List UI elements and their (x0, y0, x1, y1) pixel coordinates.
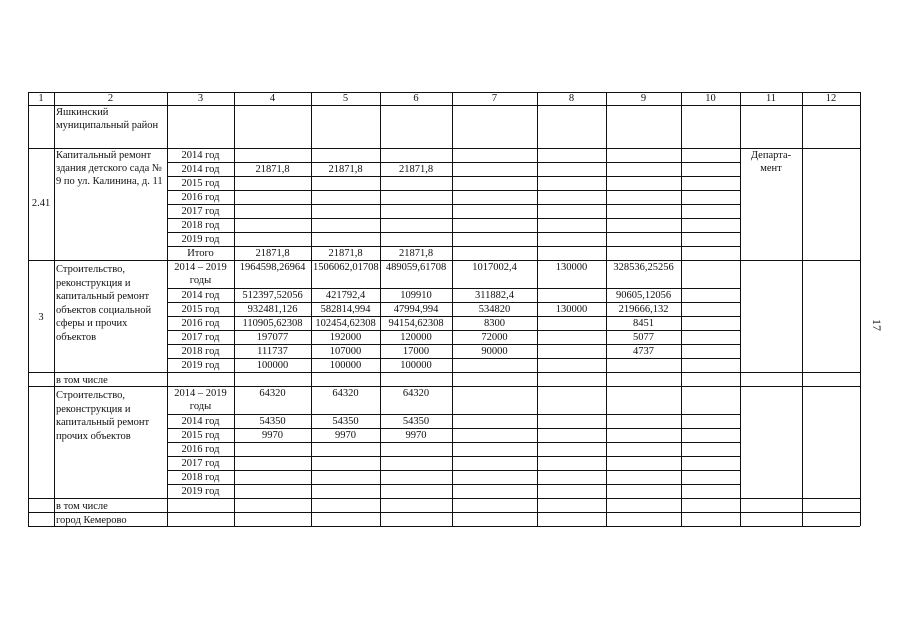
column-header: 3 (197, 93, 204, 104)
period-cell: 2019 год (181, 486, 220, 497)
period-cell: 2015 год (181, 304, 220, 315)
grid-line-vertical (167, 92, 168, 526)
grid-line-vertical (606, 92, 607, 526)
value-cell: 9970 (405, 430, 427, 441)
subtotal-label: в том числе (56, 375, 108, 386)
grid-line-horizontal (167, 190, 740, 191)
value-cell: 54350 (332, 416, 359, 427)
responsible-executor: Департа-мент (750, 150, 792, 174)
value-cell: 120000 (400, 332, 432, 343)
column-header: 10 (705, 93, 716, 104)
column-header: 2 (107, 93, 114, 104)
value-cell: 94154,62308 (388, 318, 444, 329)
grid-line-horizontal (167, 484, 740, 485)
value-cell: 107000 (329, 346, 362, 357)
value-cell: 64320 (402, 388, 430, 399)
grid-line-horizontal (167, 204, 740, 205)
value-cell: 72000 (481, 332, 508, 343)
value-cell: 110905,62308 (242, 318, 303, 329)
value-cell: 582814,994 (320, 304, 371, 315)
value-cell: 534820 (478, 304, 511, 315)
period-cell: 2018 год (181, 220, 220, 231)
value-cell: 130000 (555, 304, 588, 315)
grid-line-vertical (311, 92, 312, 526)
column-header: 9 (640, 93, 647, 104)
column-header: 5 (342, 93, 349, 104)
period-cell: 2014 год (181, 164, 220, 175)
value-cell: 197077 (256, 332, 289, 343)
value-cell: 512397,52056 (242, 290, 303, 301)
value-cell: 1964598,26964 (239, 262, 306, 273)
item-number: 2.41 (31, 198, 51, 209)
value-cell: 111737 (257, 346, 288, 357)
grid-line-vertical (54, 92, 55, 526)
value-cell: 21871,8 (328, 164, 363, 175)
grid-line-horizontal (167, 232, 740, 233)
value-cell: 54350 (402, 416, 430, 427)
period-cell: 2019 год (181, 234, 220, 245)
column-header: 4 (269, 93, 276, 104)
grid-line-horizontal (28, 372, 860, 373)
grid-line-horizontal (167, 176, 740, 177)
value-cell: 130000 (555, 262, 588, 273)
value-cell: 219666,132 (618, 304, 669, 315)
period-cell: 2014 – 2019 годы (174, 262, 227, 286)
grid-line-horizontal (28, 498, 860, 499)
item-number: 3 (38, 312, 44, 323)
value-cell: 100000 (400, 360, 432, 371)
grid-line-vertical (380, 92, 381, 526)
column-header: 7 (491, 93, 498, 104)
period-cell: 2014 – 2019 годы (174, 388, 227, 412)
value-cell: 21871,8 (255, 164, 290, 175)
value-cell: 489059,61708 (385, 262, 447, 273)
value-cell: 102454,62308 (315, 318, 376, 329)
value-cell: 9970 (262, 430, 283, 441)
value-cell: 932481,126 (247, 304, 298, 315)
period-cell: 2016 год (181, 318, 220, 329)
value-cell: 21871,8 (398, 164, 434, 175)
column-header: 6 (413, 93, 419, 104)
column-header: 11 (765, 93, 777, 104)
value-cell: 192000 (329, 332, 362, 343)
value-cell: 8451 (633, 318, 654, 329)
value-cell: 1506062,01708 (313, 262, 379, 273)
item-name: Строительство, реконструкция и капитальный ремонт объектов социальной сферы и прочих объектов (56, 264, 152, 343)
value-cell: 21871,8 (255, 248, 290, 259)
period-cell: 2017 год (181, 206, 220, 217)
district-name: Яшкинский муниципальный район (56, 107, 159, 131)
value-cell: 54350 (259, 416, 286, 427)
period-cell: 2018 год (181, 472, 220, 483)
value-cell: 21871,8 (328, 248, 363, 259)
value-cell: 100000 (329, 360, 362, 371)
grid-line-horizontal (167, 218, 740, 219)
period-cell: 2014 год (181, 290, 220, 301)
item-name: Капитальный ремонт здания детского сада № 9 по ул. Калинина, д. 11 (56, 150, 163, 187)
value-cell: 109910 (400, 290, 432, 301)
grid-line-horizontal (167, 456, 740, 457)
value-cell: 100000 (256, 360, 289, 371)
value-cell: 5077 (633, 332, 654, 343)
value-cell: 90000 (481, 346, 508, 357)
period-cell: 2016 год (181, 192, 220, 203)
value-cell: 47994,994 (393, 304, 439, 315)
value-cell: 1017002,4 (472, 262, 517, 273)
value-cell: 8300 (484, 318, 505, 329)
district-name: город Кемерово (56, 515, 127, 526)
grid-line-vertical (452, 92, 453, 526)
value-cell: 9970 (335, 430, 356, 441)
value-cell: 4737 (633, 346, 654, 357)
value-cell: 328536,25256 (613, 262, 674, 273)
value-cell: 311882,4 (475, 290, 514, 301)
period-cell: 2015 год (181, 430, 220, 441)
item-name: Строительство, реконструкция и капитальный ремонт прочих объектов (56, 390, 150, 442)
grid-line-vertical (681, 92, 682, 526)
period-cell: 2014 год (181, 416, 220, 427)
value-cell: 421792,4 (325, 290, 366, 301)
subtotal-label: в том числе (56, 501, 108, 512)
grid-line-horizontal (167, 470, 740, 471)
page-number: 17 (870, 319, 884, 331)
value-cell: 90605,12056 (615, 290, 672, 301)
period-cell: 2017 год (181, 332, 220, 343)
period-cell: 2014 год (181, 150, 220, 161)
period-cell: 2017 год (181, 458, 220, 469)
period-cell: 2018 год (181, 346, 220, 357)
value-cell: 64320 (332, 388, 359, 399)
column-header: 12 (825, 93, 837, 104)
grid-line-vertical (234, 92, 235, 526)
column-header: 8 (568, 93, 575, 104)
grid-line-horizontal (167, 442, 740, 443)
grid-line-vertical (860, 92, 861, 526)
value-cell: 21871,8 (398, 248, 434, 259)
column-header: 1 (38, 93, 44, 104)
period-cell: 2015 год (181, 178, 220, 189)
grid-line-vertical (28, 92, 29, 526)
grid-line-vertical (740, 92, 741, 526)
period-cell: 2016 год (181, 444, 220, 455)
grid-line-vertical (537, 92, 538, 526)
grid-line-vertical (802, 92, 803, 526)
period-cell: Итого (187, 248, 214, 259)
value-cell: 17000 (402, 346, 430, 357)
period-cell: 2019 год (181, 360, 220, 371)
value-cell: 64320 (259, 388, 286, 399)
